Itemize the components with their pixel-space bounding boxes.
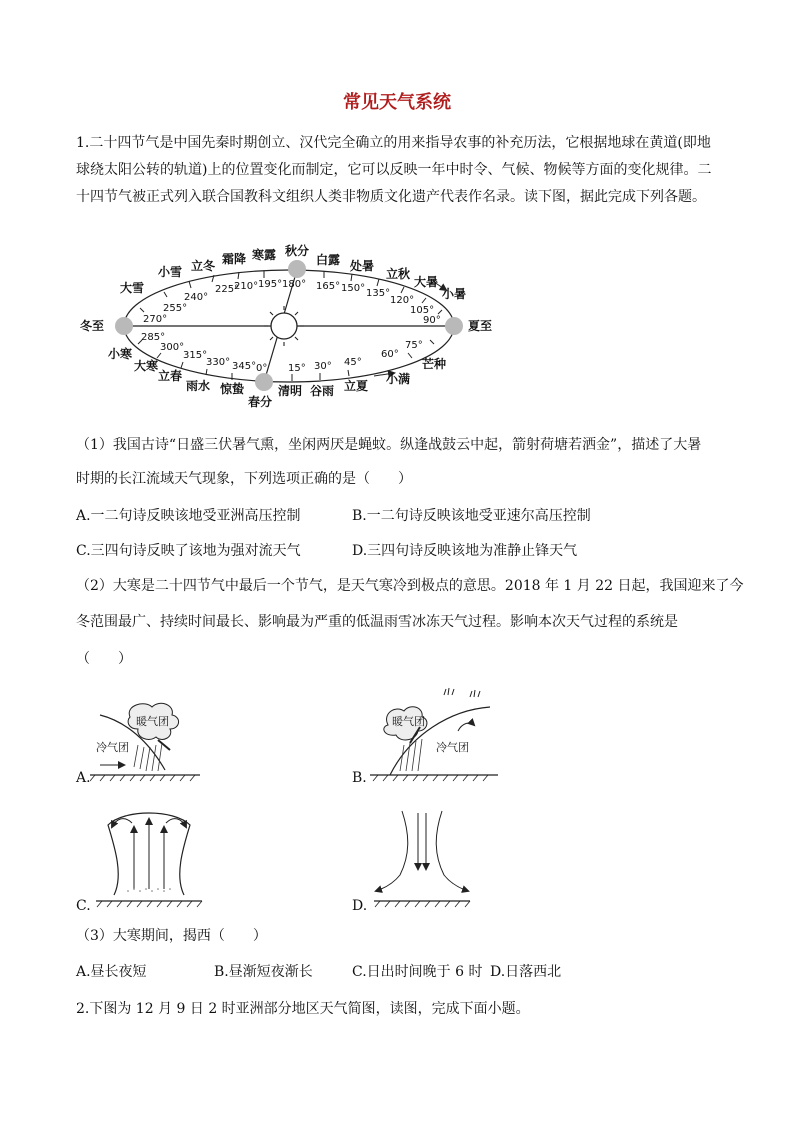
figure-a-letter[interactable]: A. bbox=[76, 770, 91, 786]
term-label: 大寒 bbox=[134, 359, 159, 373]
q1-sub1-option-a[interactable]: A.一二句诗反映该地受亚洲高压控制 bbox=[76, 508, 301, 524]
q1-sub3-option-a[interactable]: A.昼长夜短 bbox=[76, 964, 147, 980]
term-label: 夏至 bbox=[468, 319, 493, 333]
degree-label: 195° bbox=[258, 279, 283, 290]
degree-label: 345° bbox=[232, 361, 257, 372]
degree-label: 165° bbox=[316, 281, 341, 292]
term-label: 处暑 bbox=[350, 259, 375, 273]
term-label: 大雪 bbox=[120, 281, 145, 295]
degree-label: 135° bbox=[366, 288, 391, 299]
q1-sub1-stem-line1: （1）我国古诗“日盛三伏暑气熏，坐闲两厌是蝇蚊。纵逢战鼓云中起，箭射荷塘若洒金”，描述了大暑 bbox=[76, 437, 702, 453]
earth-autumn-equinox bbox=[288, 260, 306, 278]
earth-spring-equinox bbox=[255, 373, 273, 391]
q1-sub1-stem-line2: 时期的长江流域天气现象，下列选项正确的是（ ） bbox=[76, 471, 412, 487]
degree-label: 15° bbox=[288, 363, 306, 374]
term-label: 谷雨 bbox=[310, 384, 335, 398]
cold-air-mass-label: 冷气团 bbox=[436, 741, 469, 754]
q1-sub1-option-c[interactable]: C.三四句诗反映了该地为强对流天气 bbox=[76, 543, 301, 559]
degree-label: 75° bbox=[405, 340, 423, 351]
term-label: 雨水 bbox=[186, 379, 211, 393]
degree-label: 150° bbox=[341, 283, 366, 294]
term-label: 立春 bbox=[158, 369, 183, 383]
question-2-intro: 2.下图为 12 月 9 日 2 时亚洲部分地区天气简图，读图，完成下面小题。 bbox=[76, 1001, 530, 1017]
figure-c-letter[interactable]: C. bbox=[76, 898, 91, 914]
q1-sub2-stem-line1: （2）大寒是二十四节气中最后一个节气，是天气寒冷到极点的意思。2018 年 1 月 22 日起，我国迎来了今 bbox=[76, 578, 744, 594]
degree-label: 60° bbox=[381, 349, 399, 360]
cold-air-mass-label: 冷气团 bbox=[96, 741, 129, 754]
term-label: 惊蛰 bbox=[220, 382, 245, 396]
q1-sub3-option-b[interactable]: B.昼渐短夜渐长 bbox=[214, 964, 313, 980]
term-label: 立秋 bbox=[386, 267, 411, 281]
degree-label: 210° bbox=[234, 281, 259, 292]
term-label: 秋分 bbox=[285, 244, 310, 258]
term-label: 芒种 bbox=[422, 357, 447, 371]
term-label: 白露 bbox=[316, 253, 341, 267]
q1-sub3-option-c[interactable]: C.日出时间晚于 6 时 bbox=[352, 964, 483, 980]
q1-sub2-stem-line2: 冬范围最广、持续时间最长、影响最为严重的低温雨雪冰冻天气过程。影响本次天气过程的系统是 bbox=[76, 614, 678, 630]
q1-sub3-option-d[interactable]: D.日落西北 bbox=[490, 964, 562, 980]
term-label: 大暑 bbox=[414, 275, 439, 289]
term-label: 清明 bbox=[278, 384, 303, 398]
earth-summer-solstice bbox=[445, 317, 463, 335]
figure-d-high-pressure[interactable] bbox=[372, 805, 472, 915]
warm-air-mass-label: 暖气团 bbox=[136, 715, 169, 728]
degree-label: 45° bbox=[344, 357, 362, 368]
term-label: 冬至 bbox=[80, 319, 105, 333]
figure-b-warm-front[interactable] bbox=[370, 685, 500, 785]
term-label: 小雪 bbox=[158, 265, 183, 279]
figure-b-letter[interactable]: B. bbox=[352, 770, 367, 786]
degree-label: 90° bbox=[423, 315, 441, 326]
q1-sub1-option-b[interactable]: B.一二句诗反映该地受亚速尔高压控制 bbox=[352, 508, 591, 524]
page-title: 常见天气系统 bbox=[343, 92, 451, 113]
degree-label: 30° bbox=[314, 361, 332, 372]
term-label: 寒露 bbox=[252, 248, 277, 262]
q1-sub2-stem-line3: （ ） bbox=[76, 651, 132, 667]
degree-label: 255° bbox=[163, 303, 188, 314]
degree-label: 315° bbox=[183, 350, 208, 361]
degree-label: 285° bbox=[141, 332, 166, 343]
term-label: 小满 bbox=[386, 372, 411, 386]
question-1-intro: 1.二十四节气是中国先秦时期创立、汉代完全确立的用来指导农事的补充历法，它根据地球在黄道(即地球绕太阳公转的轨道)上的位置变化而制定，它可以反映一年中时令、气候、物候等方面的变化规律。二十四节气被正式列入联合国教科文组织人类非物质文化遗产代表作名录。读下图，据此完成下列各题。 bbox=[76, 135, 712, 205]
q1-sub1-option-d[interactable]: D.三四句诗反映该地为准静止锋天气 bbox=[352, 543, 578, 559]
degree-label: 0° bbox=[256, 363, 268, 374]
figure-c-low-pressure[interactable] bbox=[94, 805, 204, 915]
term-label: 立冬 bbox=[191, 259, 216, 273]
term-label: 霜降 bbox=[222, 252, 247, 266]
term-label: 春分 bbox=[248, 395, 273, 409]
degree-label: 225° bbox=[215, 284, 240, 295]
degree-label: 330° bbox=[206, 357, 231, 368]
figure-a-cold-front[interactable] bbox=[90, 695, 210, 787]
degree-label: 120° bbox=[390, 295, 415, 306]
degree-label: 180° bbox=[282, 279, 307, 290]
earth-winter-solstice bbox=[115, 317, 133, 335]
q1-sub3-stem: （3）大寒期间，揭西（ ） bbox=[76, 928, 267, 944]
figure-d-letter[interactable]: D. bbox=[352, 898, 368, 914]
degree-label: 105° bbox=[410, 305, 435, 316]
degree-label: 300° bbox=[160, 342, 185, 353]
degree-label: 270° bbox=[143, 314, 168, 325]
term-label: 小暑 bbox=[442, 287, 467, 301]
degree-label: 240° bbox=[184, 292, 209, 303]
term-label: 小寒 bbox=[108, 347, 133, 361]
warm-air-mass-label: 暖气团 bbox=[392, 715, 425, 728]
solar-terms-diagram bbox=[74, 240, 514, 410]
term-label: 立夏 bbox=[344, 379, 369, 393]
